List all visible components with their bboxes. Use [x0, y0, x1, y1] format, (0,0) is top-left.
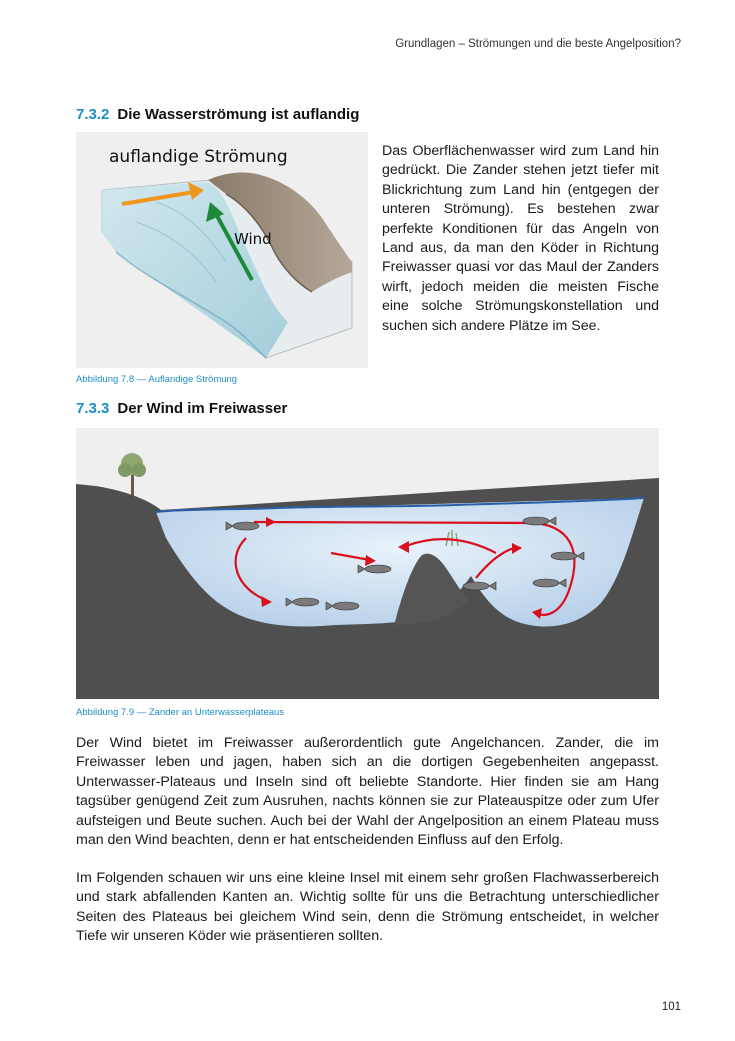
lake-cross-section-illustration [76, 428, 659, 699]
section-title: Die Wasserströmung ist auflandig [117, 106, 360, 123]
running-header: Grundlagen – Strömungen und die beste Angelposition? [395, 38, 681, 50]
section-number: 7.3.3 [76, 400, 110, 417]
body-paragraph: Der Wind bietet im Freiwasser außerordentlich gute Angelchancen. Zander, die im Freiwasser leben und jagen, haben sich an die dortigen Gegebenheiten angepasst. Unterwasser-Plateaus und Inseln sind oft beliebte Standorte. Hier finden sie am Hang tagsüber genügend Zeit zum Ausruhen, nachts können sie zur Plateauspitze oder zum Ufer aufsteigen und Beute suchen. Auch bei der Wahl der Angelposition an einem Plateau muss man den Wind beachten, denn er hat entscheidenden Einfluss auf den Erfolg. [76, 735, 659, 849]
section-1-text: Das Oberflächenwasser wird zum Land hin gedrückt. Die Zander stehen jetzt tiefer mit Blickrichtung zum Land hin (entgegen der unteren Strömung). Es bestehen zwar perfekte Konditionen für das Angeln von Land aus, da man den Köder in Richtung Freiwasser quasi vor das Maul der Zanders wirft, jedoch meiden die meisten Fische eine solche Strömungskonstellation und suchen sich andere Plätze im See. [382, 143, 659, 334]
figure-lake-plateau [76, 428, 659, 699]
wind-label: Wind [234, 230, 272, 248]
figure-title-label: auflandige Strömung [109, 147, 288, 167]
section-number: 7.3.2 [76, 106, 110, 123]
figure-onshore-current [76, 132, 368, 368]
section-title: Der Wind im Freiwasser [117, 400, 288, 417]
section-heading-7-3-3 [76, 400, 287, 417]
onshore-current-illustration [76, 132, 368, 368]
body-paragraph: Im Folgenden schauen wir uns eine kleine Insel mit einem sehr großen Flachwasserbereich und stark abfallenden Kanten an. Wichtig sollte für uns die Betrachtung unterschiedlicher Seiten des Plateaus bei gleichem Wind sein, denn die Strömung entscheidet, in welcher Tiefe wir unseren Köder wie präsentieren sollten. [76, 870, 659, 945]
figure-caption-7-9: Abbildung 7.9 — Zander an Unterwasserplateaus [76, 707, 285, 718]
page-number: 101 [661, 1001, 681, 1013]
section-heading-7-3-2 [76, 106, 359, 123]
figure-caption-7-8: Abbildung 7.8 — Auflandige Strömung [76, 374, 238, 385]
